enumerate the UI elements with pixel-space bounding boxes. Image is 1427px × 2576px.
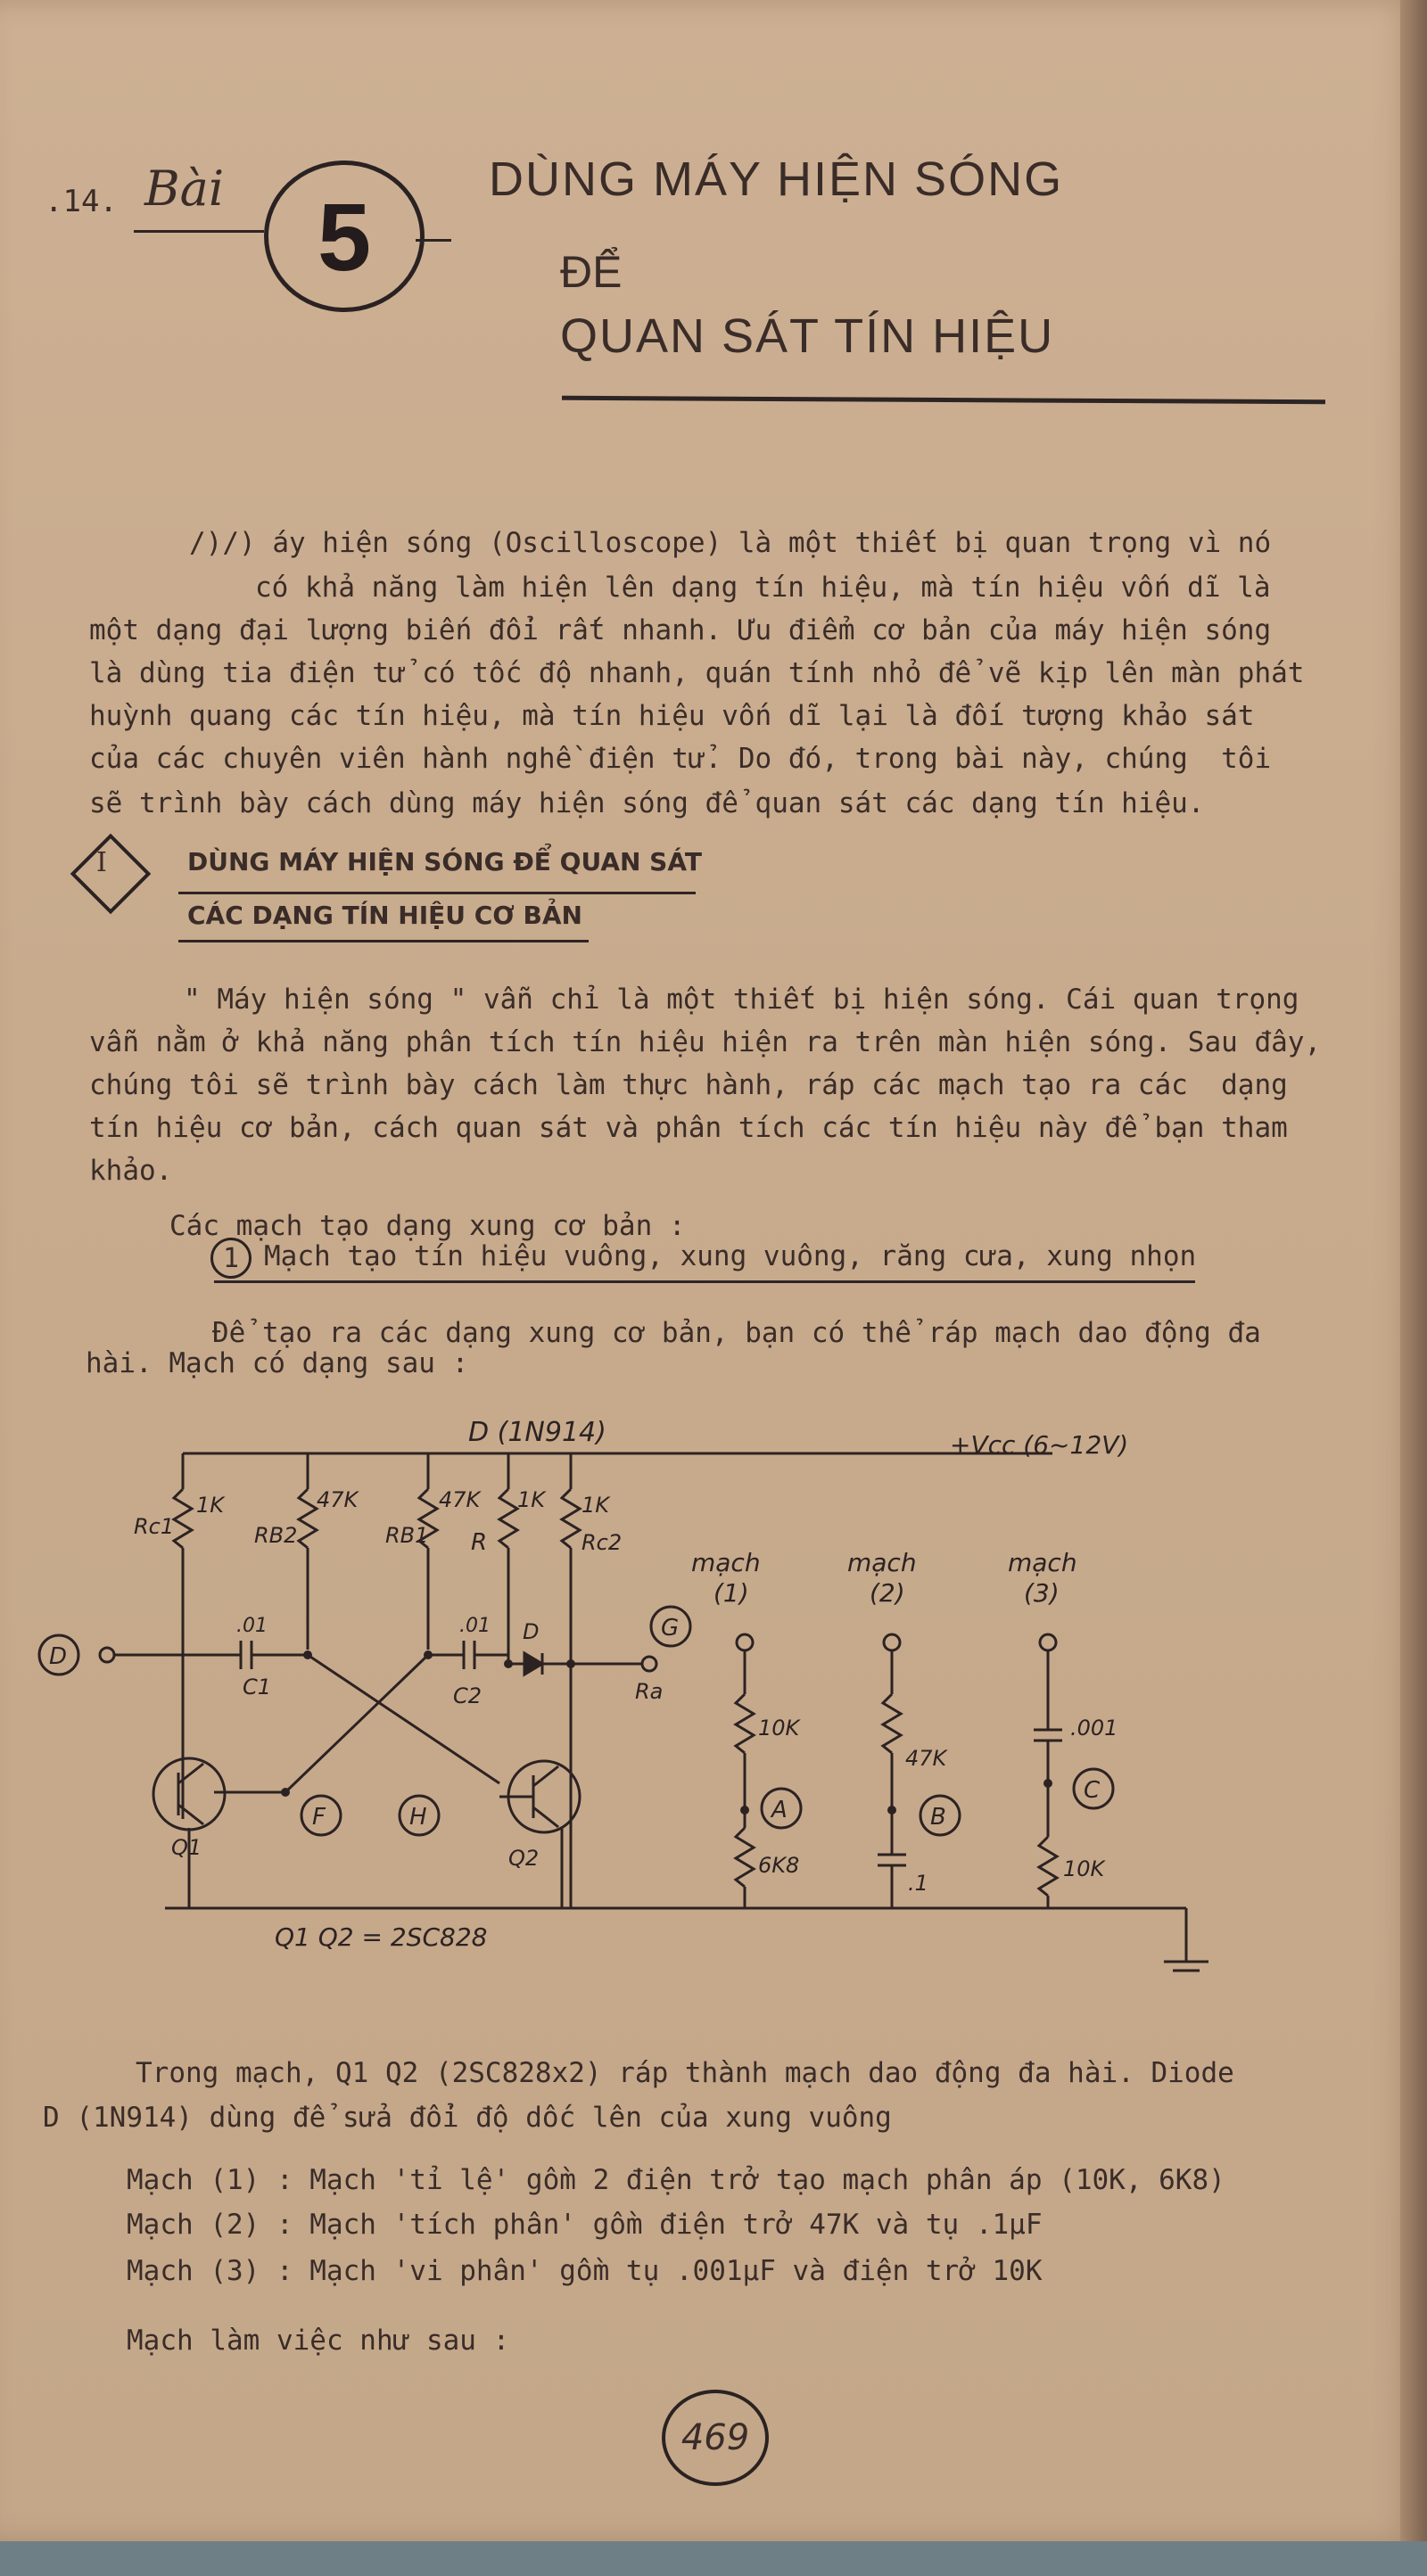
- c2-value: .01: [459, 1615, 491, 1637]
- diode-small-label: D: [523, 1619, 540, 1644]
- lesson-label: Bài: [144, 160, 225, 217]
- mach2-number: (2): [870, 1578, 905, 1608]
- node-b: B: [930, 1804, 946, 1831]
- section-paragraph-line: chúng tôi sẽ trình bày cách làm thực hành, ráp các mạch tạo ra các dạng: [89, 1069, 1288, 1101]
- item-number-badge: [210, 1238, 252, 1279]
- rb2-value: 47K: [317, 1487, 359, 1512]
- intro-line: của các chuyên viên hành nghề điện tử. Do đó, trong bài này, chúng tôi: [89, 743, 1272, 775]
- lesson-number: 5: [317, 182, 372, 291]
- intro-line: /)/) áy hiện sóng (Oscilloscope) là một thiết bị quan trọng vì nó: [189, 527, 1272, 559]
- section-paragraph-line: khảo.: [89, 1155, 173, 1187]
- mach3-c-value: .001: [1070, 1716, 1118, 1741]
- c1-value: .01: [236, 1615, 268, 1637]
- multivibrator-circuit-diagram: [0, 1391, 1391, 1979]
- rb1-value: 47K: [439, 1487, 481, 1512]
- header-rule-left: [134, 230, 264, 233]
- title-line-1: DÙNG MÁY HIỆN SÓNG: [489, 152, 1064, 206]
- node-d: D: [49, 1643, 68, 1670]
- intro-line: huỳnh quang các tín hiệu, mà tín hiệu vốn dĩ lại là đối tượng khảo sát: [89, 700, 1255, 732]
- section-heading-underline: [178, 892, 696, 894]
- footer-page-number-badge: [662, 2390, 769, 2486]
- intro-line: có khả năng làm hiện lên dạng tín hiệu, mà tín hiệu vốn dĩ là: [255, 572, 1271, 604]
- q1-label: Q1: [171, 1835, 202, 1860]
- title-line-2: ĐỂ: [560, 247, 623, 297]
- vcc-label: +Vcc (6~12V): [950, 1430, 1129, 1460]
- explanation-line: Trong mạch, Q1 Q2 (2SC828x2) ráp thành mạch dao động đa hài. Diode: [136, 2057, 1234, 2089]
- section-paragraph-line: tín hiệu cơ bản, cách quan sát và phân tích các tín hiệu này để bạn tham: [89, 1112, 1288, 1144]
- section-paragraph-line: " Máy hiện sóng " vẫn chỉ là một thiết bị hiện sóng. Cái quan trọng: [184, 983, 1299, 1016]
- q2-label: Q2: [508, 1846, 540, 1871]
- section-paragraph-line: vẫn nằm ở khả năng phân tích tín hiệu hiện ra trên màn hiện sóng. Sau đây,: [89, 1026, 1322, 1058]
- transistor-label: Q1 Q2 = 2SC828: [275, 1922, 488, 1952]
- section-heading-line-2: CÁC DẠNG TÍN HIỆU CƠ BẢN: [187, 901, 582, 930]
- mach1-r2-value: 6K8: [758, 1853, 800, 1878]
- mach3-description: Mạch (3) : Mạch 'vi phân' gồm tụ .001μF và điện trở 10K: [127, 2255, 1043, 2287]
- page-binding-edge: [1400, 0, 1427, 2576]
- explanation-line: D (1N914) dùng để sửa đổi độ dốc lên của xung vuông: [43, 2102, 892, 2134]
- mach3-number: (3): [1024, 1578, 1060, 1608]
- node-h: H: [409, 1804, 427, 1831]
- sub-intro: Các mạch tạo dạng xung cơ bản :: [169, 1210, 686, 1242]
- item-title-underline: [214, 1280, 1195, 1283]
- explanation-closing: Mạch làm việc như sau :: [127, 2325, 510, 2357]
- rc1-label: Rc1: [134, 1514, 175, 1539]
- header-rule-right: [416, 239, 451, 242]
- rb1-label: RB1: [385, 1523, 429, 1548]
- item-line: Để tạo ra các dạng xung cơ bản, bạn có thể ráp mạch dao động đa: [212, 1317, 1261, 1349]
- mach1-description: Mạch (1) : Mạch 'tỉ lệ' gồm 2 điện trở tạo mạch phân áp (10K, 6K8): [127, 2164, 1225, 2196]
- node-f: F: [312, 1804, 326, 1831]
- section-heading-underline: [178, 940, 589, 942]
- diode-label: D (1N914): [468, 1417, 606, 1448]
- r-label: R: [471, 1529, 488, 1556]
- node-g: G: [661, 1615, 680, 1642]
- mach2-c-value: .1: [908, 1871, 928, 1896]
- item-title: Mạch tạo tín hiệu vuông, xung vuông, răng cưa, xung nhọn: [264, 1240, 1197, 1272]
- page-number: .14.: [45, 184, 118, 219]
- c2-label: C2: [453, 1683, 483, 1708]
- r-value: 1K: [517, 1487, 546, 1512]
- rc2-label: Rc2: [582, 1530, 623, 1555]
- background-strip: [0, 2541, 1427, 2576]
- mach2-r1-value: 47K: [905, 1746, 947, 1771]
- title-line-3: QUAN SÁT TÍN HIỆU: [560, 309, 1055, 363]
- mach2-description: Mạch (2) : Mạch 'tích phân' gồm điện trở 47K và tụ .1μF: [127, 2209, 1043, 2241]
- item-line: hài. Mạch có dạng sau :: [86, 1347, 469, 1379]
- ra-label: Ra: [635, 1679, 664, 1704]
- section-heading-line-1: DÙNG MÁY HIỆN SÓNG ĐỂ QUAN SÁT: [187, 847, 702, 876]
- rb2-label: RB2: [254, 1523, 298, 1548]
- intro-line: sẽ trình bày cách dùng máy hiện sóng để quan sát các dạng tín hiệu.: [89, 787, 1205, 819]
- node-c: C: [1084, 1777, 1101, 1804]
- intro-line: một dạng đại lượng biến đổi rất nhanh. Ưu điểm cơ bản của máy hiện sóng: [89, 614, 1272, 646]
- rc1-value: 1K: [196, 1493, 225, 1518]
- mach3-label: mạch: [1008, 1548, 1077, 1577]
- mach2-label: mạch: [847, 1548, 917, 1577]
- rc2-value: 1K: [582, 1493, 610, 1518]
- mach1-number: (1): [714, 1578, 749, 1608]
- footer-page-number: 469: [681, 2417, 750, 2458]
- section-number: I: [96, 847, 107, 878]
- mach3-r-value: 10K: [1063, 1856, 1105, 1881]
- item-number: 1: [222, 1242, 240, 1274]
- c1-label: C1: [243, 1675, 272, 1700]
- lesson-number-badge: [264, 160, 425, 312]
- intro-line: là dùng tia điện tử có tốc độ nhanh, quán tính nhỏ để vẽ kịp lên màn phát: [89, 657, 1305, 689]
- node-a: A: [771, 1797, 788, 1823]
- mach1-r1-value: 10K: [758, 1716, 800, 1741]
- mach1-label: mạch: [691, 1548, 761, 1577]
